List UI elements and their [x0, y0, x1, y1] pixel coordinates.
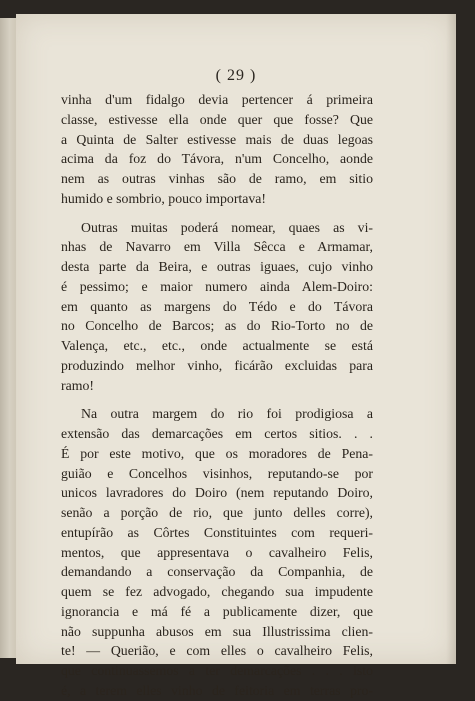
text-line: quem se fez advogado, chegando sua impudente — [61, 584, 373, 599]
text-line: a Quinta de Salter estivesse mais de duas legoas — [61, 131, 373, 147]
text-line: extensão das demarcações em certos sitios. . . — [61, 426, 373, 441]
text-line: é, a terem elles vinho de feitoria em terras pro- — [61, 682, 373, 698]
text-line: entupírão as Côrtes Constituintes com requeri- — [61, 524, 373, 540]
text-line: unicos lavradores do Doiro (nem reputando Doiro, — [61, 485, 373, 501]
text-line: é pessimo; e maior numero ainda Alem-Doiro: — [61, 278, 373, 294]
text-line: te! — Querião, e com elles o cavalheiro Felis, — [61, 643, 373, 659]
text-line: acima da foz do Távora, n'um Concelho, aonde — [61, 151, 373, 167]
text-line: Valença, etc., etc., onde actualmente se está — [61, 338, 373, 353]
text-line: Na outra margem do rio foi prodigiosa a — [81, 406, 373, 422]
text-line: demandando a conservação da Companhia, de — [61, 564, 373, 580]
book-binding — [0, 18, 17, 658]
text-line: em quanto as margens do Tédo e do Távora — [61, 298, 373, 314]
text-line: É por este motivo, que os moradores de Pena- — [61, 445, 373, 461]
text-line: classe, estivesse ella onde quer que fosse? Que — [61, 111, 373, 127]
page-text — [61, 90, 373, 701]
text-line: vinha d'um fidalgo devia pertencer á primeira — [61, 92, 373, 107]
text-line: mentos, que appresentava o cavalheiro Felis, — [61, 544, 373, 560]
text-line: guião e Concelhos visinhos, reputando-se por — [61, 465, 373, 481]
page-edge-shadow — [446, 14, 456, 664]
text-line: ramo! — [61, 377, 94, 393]
text-line: que continuassemos a ter demarcações . . . isto — [61, 663, 373, 678]
text-line: desta parte da Beira, e outras iguaes, cujo vinho — [61, 259, 373, 274]
text-line: não suppunha abusos em sua Illustrissima clien- — [61, 623, 373, 639]
text-line: nhas de Navarro em Villa Sêcca e Armamar, — [61, 239, 373, 255]
text-line: humido e sombrio, pouco importava! — [61, 190, 266, 206]
text-line: senão a porção de rio, que junto delles corre), — [61, 505, 373, 520]
book-page — [16, 14, 456, 698]
text-line: no Concelho de Barcos; as do Rio-Torto no de — [61, 318, 373, 334]
text-line: produzindo melhor vinho, ficárão excluidas para — [61, 357, 373, 373]
text-line: ignorancia e má fé a publicamente dizer, que — [61, 603, 373, 619]
text-line: Outras muitas poderá nomear, quaes as vi- — [81, 219, 373, 235]
text-line: nem as outras vinhas são de ramo, em sitio — [61, 171, 373, 186]
page-number: ( 29 ) — [215, 67, 257, 84]
